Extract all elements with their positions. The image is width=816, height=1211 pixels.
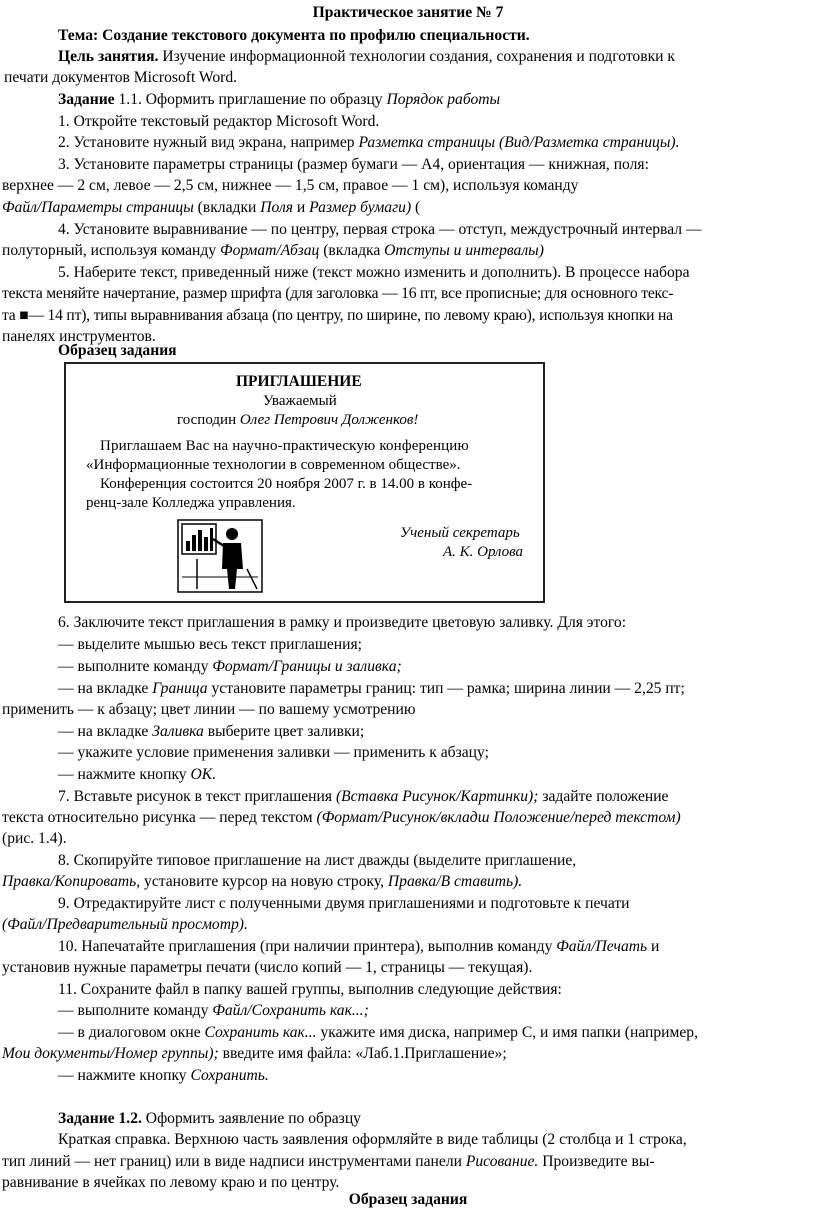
step-4-tab: Отступы и интервалы) [384, 242, 544, 259]
theme-line: Тема: Создание текстового документа по профилю специальности. [58, 27, 530, 44]
goal-text: Изучение информационной технологии создания, сохранения и подготовки к [158, 48, 675, 65]
task-1-1-italic: Порядок работы [386, 91, 501, 108]
step-7-line-2 [2, 806, 816, 829]
reference-line-1: Краткая справка. Верхнюю часть заявления оформляйте в виде таблицы (2 столбца и 1 строка, [58, 1131, 687, 1148]
step-5-line-1: 5. Наберите текст, приведенный ниже (текст можно изменить и дополнить). В процессе набора [58, 264, 690, 281]
step-6-b-text: — выполните команду [58, 658, 213, 675]
step-6-b-cmd: Формат/Границы и заливка; [212, 658, 402, 675]
step-6-c-text-a: — на вкладке [58, 680, 153, 697]
step-3-text-a: (вкладки [193, 199, 261, 216]
step-11-b-dialog: Сохранить как... [204, 1024, 317, 1041]
step-10-cmd: Файл/Печать [556, 938, 648, 955]
step-3-line-2: верхнее — 2 см, левое — 2,5 см, нижнее — 1,5 см, правое — 1 см), используя команду [2, 177, 579, 194]
step-8-cmd-copy: Правка/Копировать, [2, 873, 141, 890]
invitation-addressee [177, 410, 418, 430]
step-6-d-text-a: — на вкладке [58, 723, 153, 740]
step-3-line-3 [2, 196, 816, 219]
step-6-f-ok: ОК. [190, 766, 217, 783]
step-4-line-1: 4. Установите выравнивание — по центру, первая строка — отступ, междустрочный интервал — [58, 221, 702, 238]
task-1-2-line [58, 1107, 816, 1130]
task-1-1-line [58, 88, 816, 111]
step-8-line-1: 8. Скопируйте типовое приглашение на лист дважды (выделите приглашение, [58, 852, 577, 869]
step-11-a-text: — выполните команду [58, 1002, 213, 1019]
step-3-cmd: Файл/Параметры страницы [2, 199, 194, 216]
step-6-c-line-2: применить — к абзацу; цвет линии — по вашему усмотрению [2, 701, 416, 718]
invitation-para-1: Приглашаем Вас на научно-практическую конференцию [100, 438, 469, 454]
goal-label: Цель занятия. [58, 48, 159, 65]
step-11-c-save: Сохранить. [190, 1067, 269, 1084]
step-11-b-folder: Мои документы/Номер группы); [2, 1045, 219, 1062]
step-7-line-2-text: текста относительно рисунка — перед текстом [2, 809, 317, 826]
step-11-b-line-2 [2, 1042, 816, 1065]
invitation-signature-title: Ученый секретарь [400, 525, 520, 541]
reference-line-2 [2, 1150, 816, 1173]
step-11-a [58, 999, 816, 1022]
invitation-name: Олег Петрович Долженков! [239, 412, 419, 428]
step-11-c [58, 1064, 816, 1087]
invitation-sample-frame [64, 362, 545, 603]
step-8-line-2 [2, 870, 816, 893]
step-11-a-cmd: Файл/Сохранить как...; [212, 1002, 369, 1019]
goal-line-2: печати документов Microsoft Word. [4, 69, 238, 86]
step-8-text: установите курсор на новую строку, [140, 873, 388, 890]
step-11-b [58, 1021, 816, 1044]
step-6-d [58, 720, 816, 743]
step-7-text-a: 7. Вставьте рисунок в текст приглашения [58, 788, 336, 805]
step-10-line-1 [58, 935, 816, 958]
step-10-line-2: установив нужные параметры печати (число копий — 1, страницы — текущая). [2, 959, 533, 976]
invitation-para-3: Конференция состоится 20 ноября 2007 г. в 14.00 в конфе- [100, 476, 473, 492]
invitation-para-4: ренц-зале Колледжа управления. [86, 495, 296, 511]
step-6-a: — выделите мышью весь текст приглашения; [58, 636, 362, 653]
step-7-text-b: задайте положение [538, 788, 669, 805]
step-2-text: 2. Установите нужный вид экрана, например [58, 134, 359, 151]
step-6-f [58, 763, 816, 786]
step-6-c [58, 677, 816, 700]
step-3-tab-paper: Размер бумаги) [309, 199, 412, 216]
step-9-line-1: 9. Отредактируйте лист с полученными двумя приглашениями и подготовьте к печати [58, 895, 630, 912]
step-6-c-text-b: установите параметры границ: тип — рамка; ширина линии — 2,25 пт; [207, 680, 685, 697]
reference-line-3: равнивание в ячейках по левому краю и по центру. [2, 1174, 340, 1191]
invitation-dear: Уважаемый [263, 393, 337, 409]
step-7-line-3: (рис. 1.4). [2, 830, 67, 847]
step-3-tab-fields: Поля [260, 199, 293, 216]
step-4-text-b: (вкладка [319, 242, 385, 259]
task-1-2-label: Задание 1.2. [58, 1110, 142, 1127]
goal-line [58, 45, 816, 68]
step-10-text-a: 10. Напечатайте приглашения (при наличии принтера), выполнив команду [58, 938, 557, 955]
step-7-cmd: (Вставка Рисунок/Картинки); [335, 788, 539, 805]
step-1: 1. Откройте текстовый редактор Microsoft Word. [58, 113, 380, 130]
presenter-clipart-image [177, 519, 263, 593]
step-11: 11. Сохраните файл в папку вашей группы, выполнив следующие действия: [58, 981, 562, 998]
step-6: 6. Заключите текст приглашения в рамку и произведите цветовую заливку. Для этого: [58, 614, 627, 631]
step-3-line-1: 3. Установите параметры страницы (размер бумаги — А4, ориентация — книжная, поля: [58, 156, 649, 173]
step-11-b-text-b: укажите имя диска, например С, и имя папки (например, [316, 1024, 699, 1041]
task-1-2-text: Оформить заявление по образцу [141, 1110, 361, 1127]
step-5-line-3: та ■— 14 пт), типы выравнивания абзаца (по центру, по ширине, по левому краю), используя кнопки на [2, 307, 673, 324]
step-3-text-c: ( [411, 199, 421, 216]
step-2-italic: Разметка страницы (Вид/Разметка страницы). [358, 134, 680, 151]
invitation-sir: господин [177, 412, 240, 428]
step-8-cmd-paste: Правка/В ставить). [387, 873, 523, 890]
step-5-line-2: текста меняйте начертание, размер шрифта (для заголовка — 16 пт, все прописные; для основного текс- [2, 285, 674, 302]
step-6-c-tab: Граница [152, 680, 208, 697]
step-6-f-text: — нажмите кнопку [58, 766, 191, 783]
task-1-1-text: 1.1. Оформить приглашение по образцу [114, 91, 387, 108]
step-10-text-b: и [647, 938, 660, 955]
page-title: Практическое занятие № 7 [312, 4, 504, 21]
step-4-cmd: Формат/Абзац [220, 242, 320, 259]
step-2 [58, 131, 816, 154]
reference-toolbar: Рисование. [465, 1153, 539, 1170]
step-3-text-b: и [293, 199, 310, 216]
step-5-line-4: панелях инструментов. [2, 328, 156, 345]
step-6-d-text-b: выберите цвет заливки; [203, 723, 365, 740]
invitation-heading: ПРИГЛАШЕНИЕ [236, 373, 362, 390]
step-11-c-text: — нажмите кнопку [58, 1067, 191, 1084]
step-11-b-filename: введите имя файла: «Лаб.1.Приглашение»; [218, 1045, 507, 1062]
step-4-line-2 [2, 239, 816, 262]
step-7-line-1 [58, 785, 816, 808]
step-7-line-2-cmd: (Формат/Рисунок/вкладш Положение/перед текстом) [316, 809, 681, 826]
invitation-signature-name: А. К. Орлова [443, 544, 524, 560]
invitation-para-2: «Информационные технологии в современном обществе». [86, 457, 461, 473]
task-1-1-label: Задание [58, 91, 115, 108]
step-6-d-tab: Заливка [152, 723, 204, 740]
sample-2-label: Образец задания [348, 1191, 468, 1208]
step-9-line-2: (Файл/Предварительный просмотр). [2, 916, 248, 933]
reference-text-b: Произведите вы- [538, 1153, 655, 1170]
step-6-e: — укажите условие применения заливки — применить к абзацу; [58, 744, 489, 761]
step-4-text-a: полуторный, используя команду [2, 242, 221, 259]
reference-text-a: тип линий — нет границ) или в виде надписи инструментами панели [2, 1153, 466, 1170]
step-6-b [58, 655, 816, 678]
sample-label: Образец задания [58, 342, 177, 359]
step-11-b-text-a: — в диалоговом окне [58, 1024, 205, 1041]
